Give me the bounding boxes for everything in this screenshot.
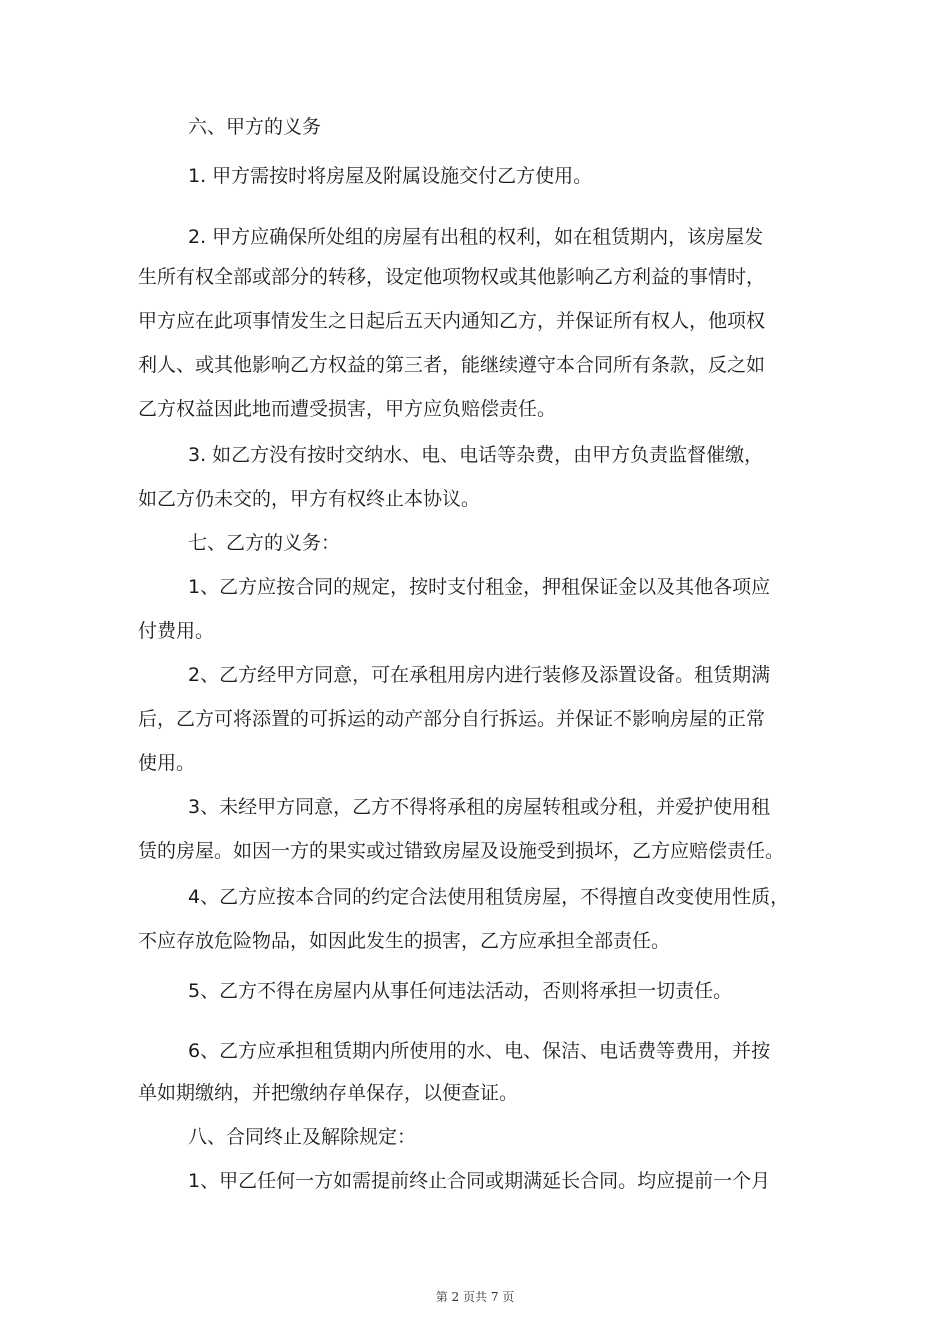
paragraph-line: 1、乙方应按合同的规定，按时支付租金，押租保证金以及其他各项应 (188, 576, 771, 598)
paragraph-line: 6、乙方应承担租赁期内所使用的水、电、保洁、电话费等费用，并按 (188, 1040, 771, 1062)
section-heading-8: 八、合同终止及解除规定： (188, 1126, 417, 1148)
section-heading-6: 六、甲方的义务 (188, 116, 322, 138)
paragraph-line: 利人、或其他影响乙方权益的第三者，能继续遵守本合同所有条款，反之如 (138, 354, 766, 376)
paragraph-line: 单如期缴纳，并把缴纳存单保存，以便查证。 (138, 1082, 519, 1104)
paragraph-line: 3. 如乙方没有按时交纳水、电、电话等杂费，由甲方负责监督催缴， (188, 444, 764, 466)
paragraph-line: 赁的房屋。如因一方的果实或过错致房屋及设施受到损坏，乙方应赔偿责任。 (138, 840, 785, 862)
paragraph-line: 2、乙方经甲方同意，可在承租用房内进行装修及添置设备。租赁期满 (188, 664, 771, 686)
section-heading-7: 七、乙方的义务： (188, 532, 341, 554)
paragraph-line: 使用。 (138, 752, 196, 774)
paragraph-line: 3、未经甲方同意，乙方不得将承租的房屋转租或分租，并爱护使用租 (188, 796, 771, 818)
paragraph-line: 付费用。 (138, 620, 215, 642)
paragraph-line: 不应存放危险物品，如因此发生的损害，乙方应承担全部责任。 (138, 930, 671, 952)
paragraph-line: 生所有权全部或部分的转移，设定他项物权或其他影响乙方利益的事情时， (138, 266, 766, 288)
paragraph-line: 5、乙方不得在房屋内从事任何违法活动，否则将承担一切责任。 (188, 980, 733, 1002)
paragraph-line: 乙方权益因此地而遭受损害，甲方应负赔偿责任。 (138, 398, 557, 420)
paragraph-line: 2. 甲方应确保所处组的房屋有出租的权利，如在租赁期内，该房屋发 (188, 226, 764, 248)
paragraph-line: 甲方应在此项事情发生之日起后五天内通知乙方，并保证所有权人，他项权 (138, 310, 766, 332)
paragraph-line: 4、乙方应按本合同的约定合法使用租赁房屋，不得擅自改变使用性质， (188, 886, 790, 908)
paragraph-line: 1. 甲方需按时将房屋及附属设施交付乙方使用。 (188, 165, 593, 187)
paragraph-line: 后，乙方可将添置的可拆运的动产部分自行拆运。并保证不影响房屋的正常 (138, 708, 766, 730)
page-number-footer: 第 2 页共 7 页 (435, 1290, 515, 1304)
paragraph-line: 如乙方仍未交的，甲方有权终止本协议。 (138, 488, 481, 510)
paragraph-line: 1、甲乙任何一方如需提前终止合同或期满延长合同。均应提前一个月 (188, 1170, 771, 1192)
